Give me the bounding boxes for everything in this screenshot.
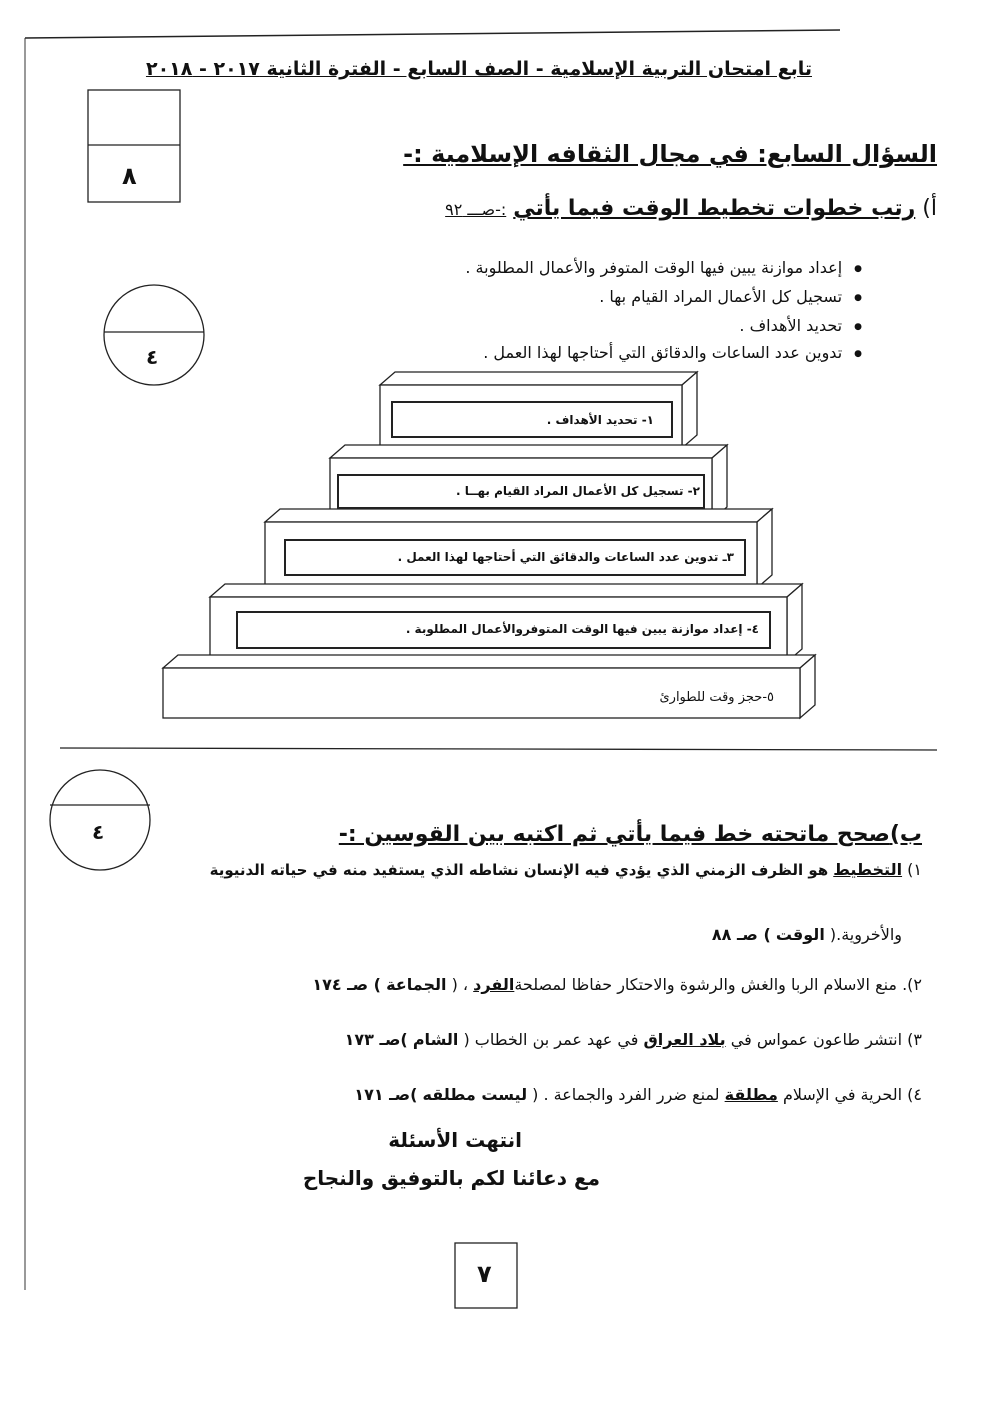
item-1 (210, 860, 922, 879)
item-number: ٣) (907, 1030, 922, 1049)
part-a-page-ref: :-صـــ ٩٢ (445, 200, 507, 219)
step-box-top (210, 584, 802, 597)
step-4: ٤- إعداد موازنة يبين فيها الوقت المتوفروالأعمال المطلوبة . (405, 622, 759, 636)
item-number: ١) (907, 860, 922, 879)
item-text: ، ( (451, 975, 469, 994)
underlined-word: التخطيط (833, 860, 903, 879)
part-b-title: صحح ماتحته خط فيما يأتي ثم اكتبه بين القوسين :- (338, 822, 890, 847)
page-ref: )صـ ١٧١ (354, 1085, 418, 1104)
item-text: الحرية في الإسلام (782, 1085, 903, 1104)
item-text: والأخروية.( (829, 925, 902, 944)
step-box-top (330, 445, 727, 458)
bullet-item: ● تدوين عدد الساعات والدقائق التي أحتاجها لهذا العمل . (483, 343, 862, 362)
item-number: ٢). (902, 975, 922, 994)
part-b-heading (339, 822, 922, 847)
underlined-word: الفرد (473, 975, 515, 994)
item-number: ٤) (907, 1085, 922, 1104)
page-number: ٧ (477, 1260, 492, 1288)
score-value: ٨ (122, 162, 137, 190)
item-text: منع الاسلام الربا والغش والرشوة والاحتكار حفاظا لمصلحة (514, 975, 897, 994)
step-3: ٣ـ تدوين عدد الساعات والدقائق التي أحتاجها لهذا العمل . (397, 550, 734, 564)
answer: الجماعة (386, 975, 447, 994)
item-1-cont (712, 925, 902, 944)
item-text: هو الظرف الزمني الذي يؤدي فيه الإنسان نشاطه الذي يستفيد منه في حياته الدنيوية (209, 861, 829, 879)
underlined-word: بلاد العراق (643, 1030, 726, 1049)
answer: ليست مطلقه (422, 1085, 528, 1104)
bullet-item: ● تحديد الأهداف . (739, 316, 862, 335)
part-a-label: أ) (922, 196, 937, 221)
page-ref: )صـ ١٧٣ (344, 1030, 408, 1049)
bullet-item: ● تسجيل كل الأعمال المراد القيام بها . (599, 287, 862, 306)
step-box-top (265, 509, 772, 522)
answer: الوقت (775, 925, 825, 944)
item-4 (354, 1085, 922, 1104)
part-b-label: ب) (889, 822, 922, 847)
wish-text: مع دعائنا لكم بالتوفيق والنجاح (302, 1166, 600, 1190)
item-3 (345, 1030, 922, 1049)
step-2: ٢- تسجيل كل الأعمال المراد القيام بهــا . (456, 484, 700, 498)
underlined-word: مطلقة (724, 1085, 778, 1104)
step-box-side (682, 372, 697, 448)
answer: الشام (412, 1030, 459, 1049)
step-box-top (380, 372, 697, 385)
step-5: ٥-حجز وقت للطوارئ (659, 690, 774, 705)
item-text: في عهد عمر بن الخطاب ( (463, 1030, 639, 1049)
part-a-score: ٤ (146, 345, 159, 369)
step-box-side (757, 509, 772, 588)
step-box-side (787, 584, 802, 662)
item-text: لمنع ضرر الفرد والجماعة . ( (532, 1085, 720, 1104)
step-box-top (163, 655, 815, 668)
bullet-item: ● إعداد موازنة يبين فيها الوقت المتوفر والأعمال المطلوبة . (465, 258, 862, 277)
part-a-title: رتب خطوات تخطيط الوقت فيما يأتي (513, 196, 916, 221)
step-1: ١- تحديد الأهداف . (546, 413, 654, 427)
page-ref: ) صـ ١٧٤ (312, 975, 381, 994)
header-title: تابع امتحان التربية الإسلامية - الصف السابع - الفترة الثانية ٢٠١٧ - ٢٠١٨ (145, 58, 812, 80)
page-ref: ) صـ ٨٨ (711, 925, 771, 944)
item-text: انتشر طاعون عمواس في (730, 1030, 903, 1049)
part-a-heading (445, 196, 937, 221)
end-text: انتهت الأسئلة (388, 1128, 522, 1152)
question-title: السؤال السابع: في مجال الثقافه الإسلامية :- (403, 140, 937, 168)
part-b-score: ٤ (92, 820, 105, 844)
item-2 (312, 975, 922, 994)
